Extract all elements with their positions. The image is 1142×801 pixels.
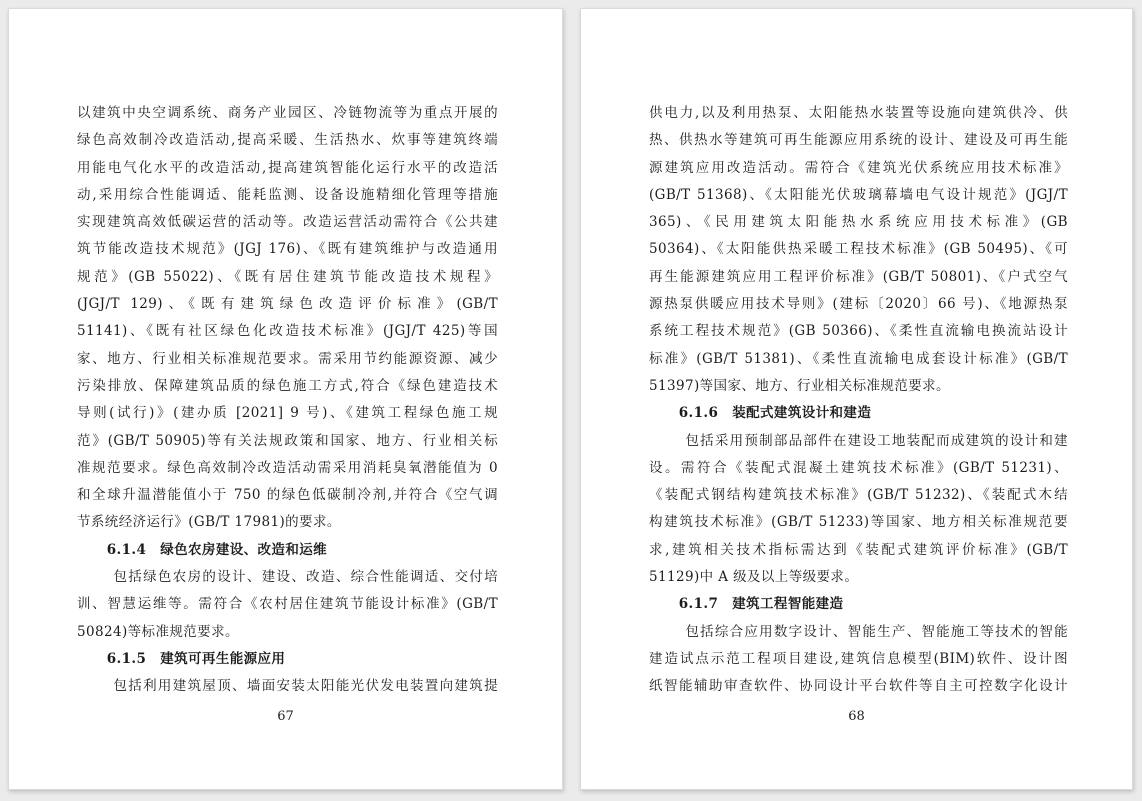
text-line: 训、智慧运维等。需符合《农村居住建筑节能设计标准》(GB/T [77, 596, 498, 613]
text-line: 导则(试行)》(建办质 [2021] 9 号)、《建筑工程绿色施工规 [77, 405, 498, 422]
text-line: 纸智能辅助审查软件、协同设计平台软件等自主可控数字化设计 [649, 678, 1068, 695]
text-line: 筑节能改造技术规范》(JGJ 176)、《既有建筑维护与改造通用 [77, 241, 498, 258]
text-line: 系统工程技术规范》(GB 50366)、《柔性直流输电换流站设计 [649, 323, 1068, 340]
text-line: 热、供热水等建筑可再生能源应用系统的设计、建设及可再生能 [649, 132, 1068, 149]
text-line: 源热泵供暖应用技术导则》(建标〔2020〕66 号)、《地源热泵 [649, 296, 1068, 313]
text-line: 《装配式钢结构建筑技术标准》(GB/T 51232)、《装配式木结 [649, 487, 1068, 504]
text-line: 包括利用建筑屋顶、墙面安装太阳能光伏发电装置向建筑提 [113, 678, 498, 695]
text-line: (GB/T 51368)、《太阳能光伏玻璃幕墙电气设计规范》(JGJ/T [649, 186, 1068, 203]
page-text-left [77, 100, 498, 701]
text-line: 51397)等国家、地方、行业相关标准规范要求。 [649, 377, 950, 394]
section-heading: 6.1.7 建筑工程智能建造 [678, 596, 844, 613]
text-line: 节系统经济运行》(GB/T 17981)的要求。 [77, 514, 341, 531]
text-line: 家、地方、行业相关标准规范要求。需采用节约能源资源、减少 [77, 350, 498, 367]
text-line: 和全球升温潜能值小于 750 的绿色低碳制冷剂,并符合《空气调 [77, 487, 498, 504]
text-line: 建造试点示范工程项目建设,建筑信息模型(BIM)软件、设计图 [649, 650, 1068, 667]
page-number-left: 67 [277, 709, 294, 724]
page-text-right [649, 100, 1068, 701]
text-line: 365)、《民用建筑太阳能热水系统应用技术标准》(GB [649, 214, 1068, 231]
section-heading: 6.1.6 装配式建筑设计和建造 [678, 405, 872, 422]
text-line: 用能电气化水平的改造活动,提高建筑智能化运行水平的改造活 [77, 159, 498, 176]
text-line: 供电力,以及利用热泵、太阳能热水装置等设施向建筑供冷、供 [649, 105, 1068, 121]
page-number-right: 68 [848, 709, 865, 724]
section-heading: 6.1.5 建筑可再生能源应用 [106, 650, 286, 667]
text-line: 包括绿色农房的设计、建设、改造、综合性能调适、交付培 [113, 569, 498, 586]
section-heading: 6.1.4 绿色农房建设、改造和运维 [106, 541, 328, 558]
text-line: (JGJ/T 129)、《既有建筑绿色改造评价标准》(GB/T [77, 296, 498, 313]
text-line: 以建筑中央空调系统、商务产业园区、冷链物流等为重点开展的 [77, 105, 498, 121]
document-page-left [8, 8, 563, 790]
text-line: 绿色高效制冷改造活动,提高采暖、生活热水、炊事等建筑终端 [77, 132, 498, 149]
text-line: 动,采用综合性能调适、能耗监测、设备设施精细化管理等措施 [77, 186, 498, 203]
text-line: 设。需符合《装配式混凝土建筑技术标准》(GB/T 51231)、 [649, 459, 1068, 476]
text-line: 构建筑技术标准》(GB/T 51233)等国家、地方相关标准规范要 [649, 514, 1068, 531]
text-line: 规范》(GB 55022)、《既有居住建筑节能改造技术规程》 [77, 268, 498, 285]
text-line: 51141)、《既有社区绿色化改造技术标准》(JGJ/T 425)等国 [77, 323, 498, 340]
text-line: 50364)、《太阳能供热采暖工程技术标准》(GB 50495)、《可 [649, 241, 1068, 258]
text-line: 51129)中 A 级及以上等级要求。 [649, 569, 859, 586]
document-page-right [580, 8, 1133, 790]
text-line: 污染排放、保障建筑品质的绿色施工方式,符合《绿色建造技术 [77, 377, 498, 394]
text-line: 标准》(GB/T 51381)、《柔性直流输电成套设计标准》(GB/T [649, 350, 1068, 367]
text-line: 实现建筑高效低碳运营的活动等。改造运营活动需符合《公共建 [77, 214, 498, 231]
text-line: 包括综合应用数字设计、智能生产、智能施工等技术的智能 [685, 623, 1068, 640]
text-line: 准规范要求。绿色高效制冷改造活动需采用消耗臭氧潜能值为 0 [77, 459, 498, 476]
text-line: 源建筑应用改造活动。需符合《建筑光伏系统应用技术标准》 [649, 159, 1068, 176]
text-line: 再生能源建筑应用工程评价标准》(GB/T 50801)、《户式空气 [649, 268, 1068, 285]
text-line: 范》(GB/T 50905)等有关法规政策和国家、地方、行业相关标 [77, 432, 498, 449]
text-line: 包括采用预制部品部件在建设工地装配而成建筑的设计和建 [685, 432, 1068, 449]
text-line: 求,建筑相关技术指标需达到《装配式建筑评价标准》(GB/T [649, 541, 1068, 558]
text-line: 50824)等标准规范要求。 [77, 623, 239, 640]
